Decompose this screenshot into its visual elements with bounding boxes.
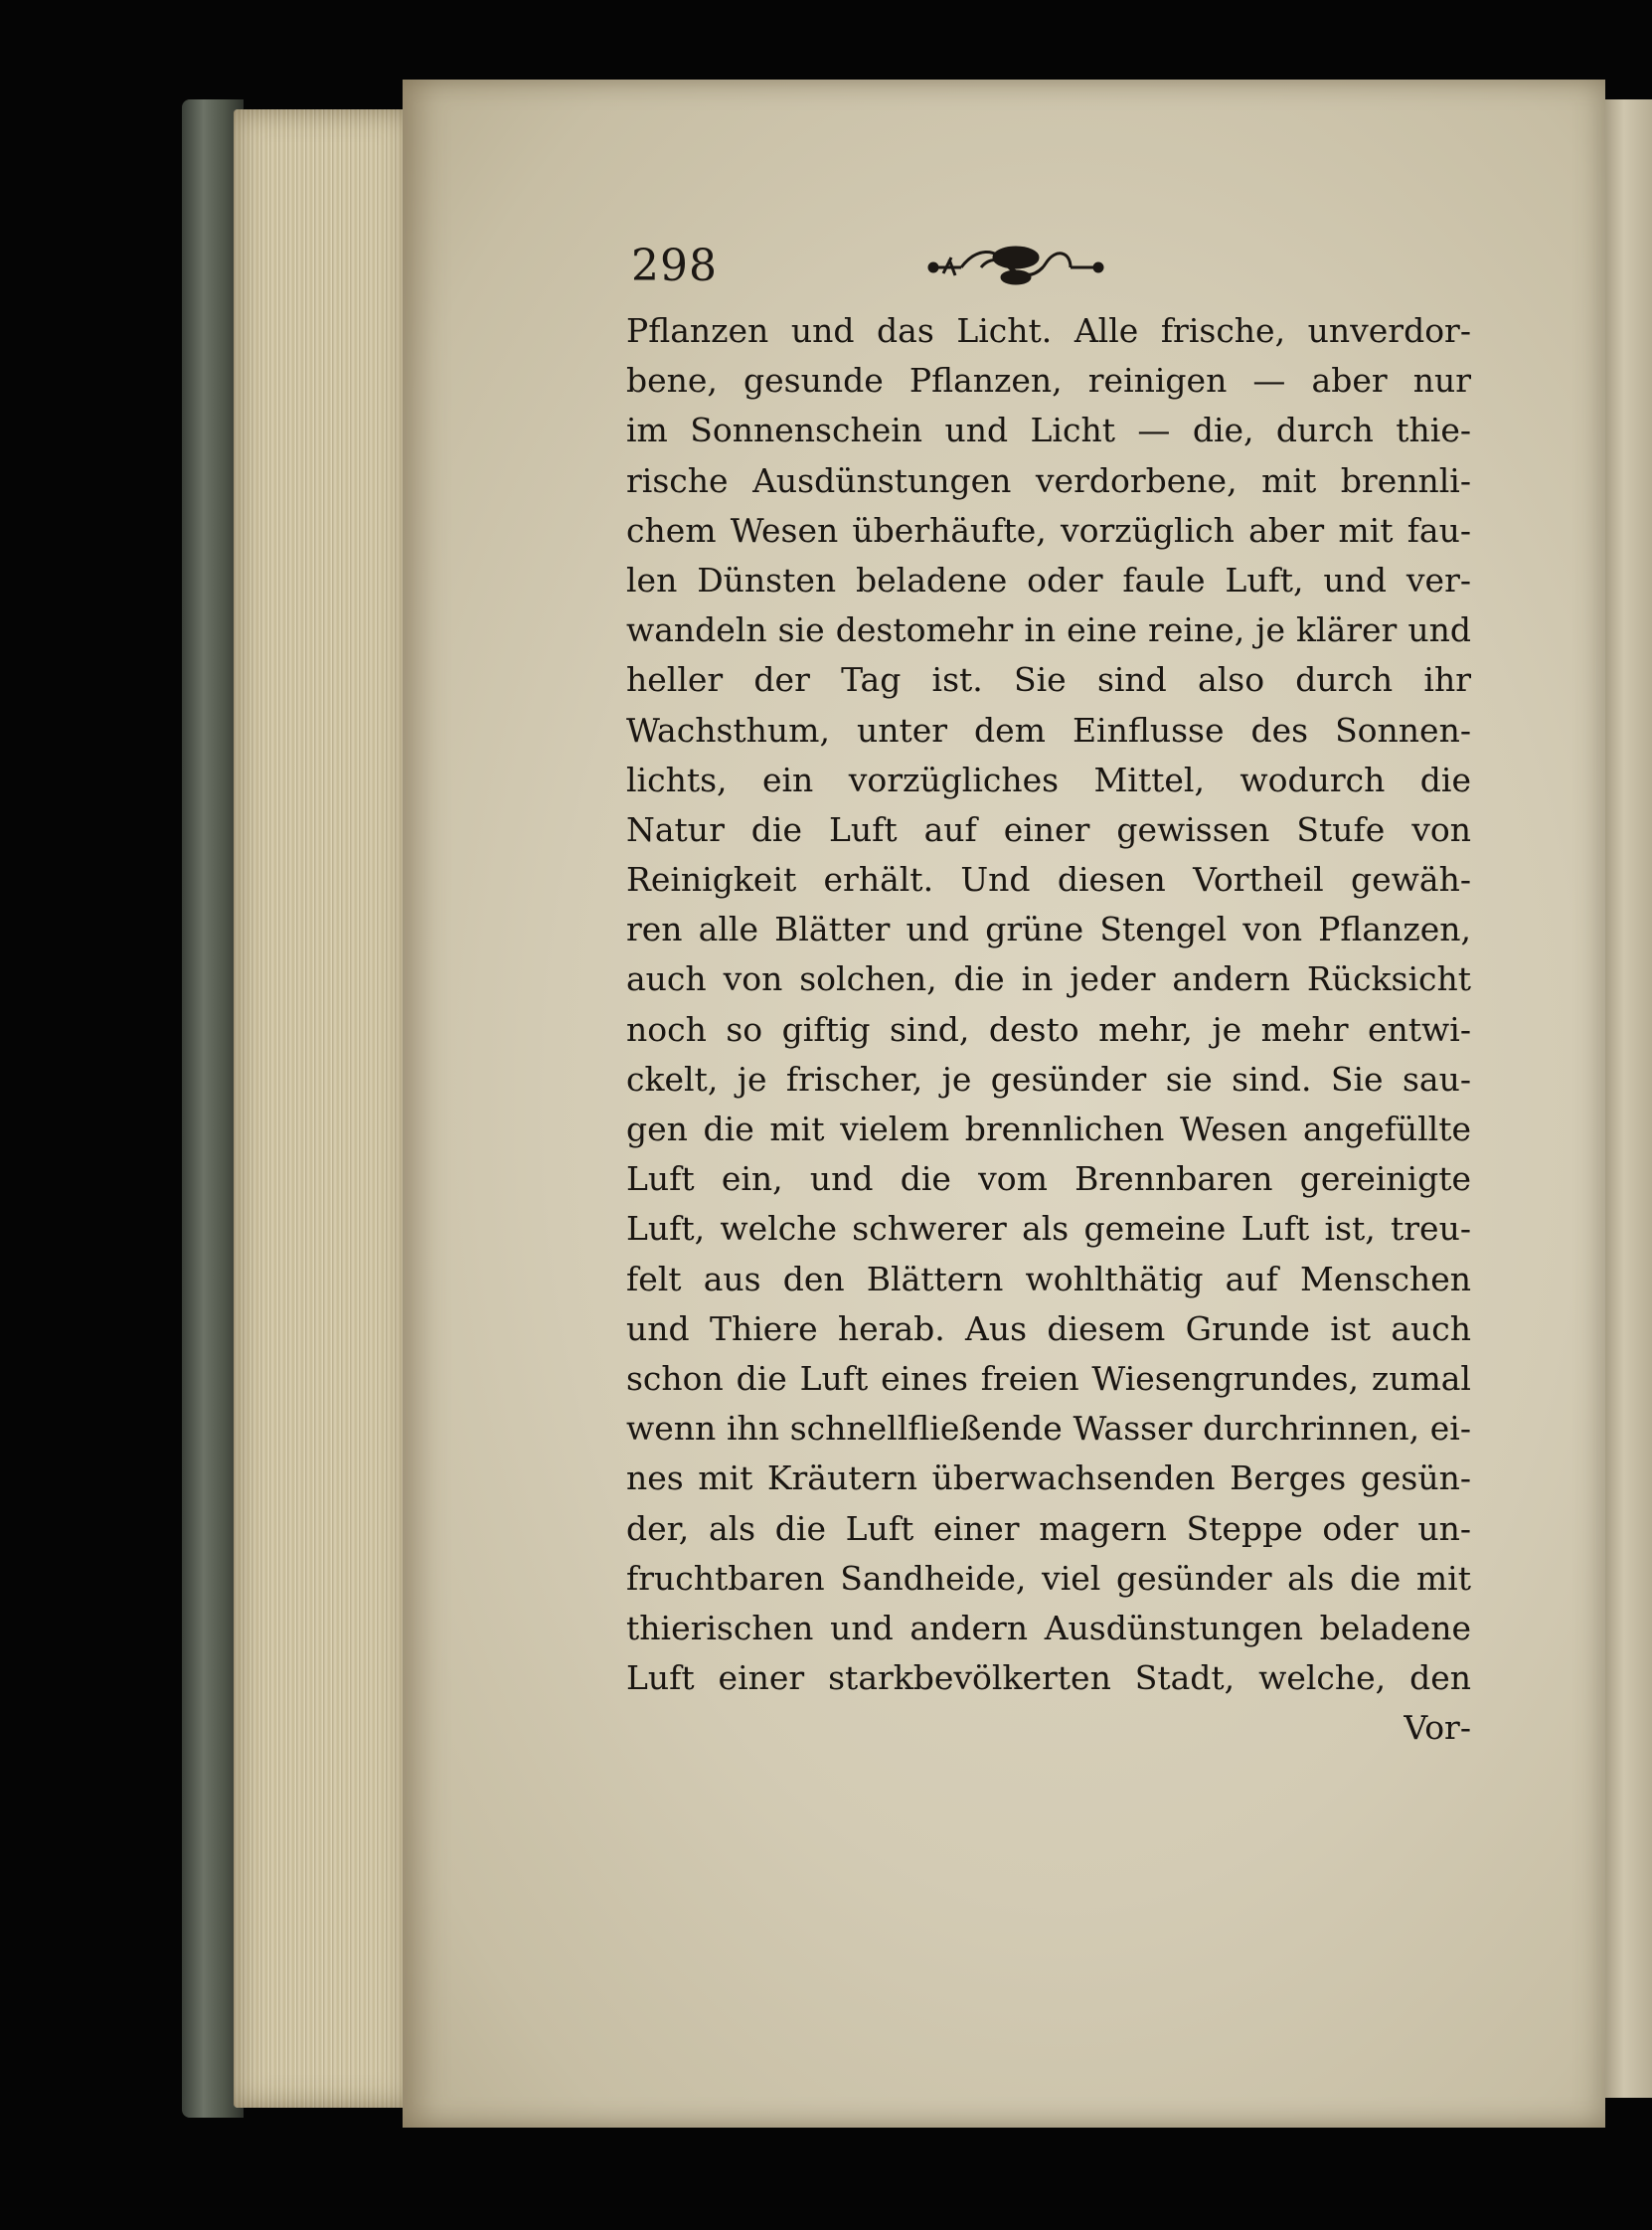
text-line: felt aus den Blättern wohlthätig auf Menschen bbox=[626, 1259, 1471, 1298]
text-line: auch von solchen, die in jeder andern Rücksicht bbox=[626, 959, 1471, 999]
book bbox=[182, 80, 1652, 2128]
text-line: nes mit Kräutern überwachsenden Berges gesün- bbox=[626, 1458, 1471, 1498]
text-line: chem Wesen überhäufte, vorzüglich aber mit fau- bbox=[626, 510, 1471, 550]
text-line: gen die mit vielem brennlichen Wesen angefüllte bbox=[626, 1110, 1471, 1148]
facing-page-edge bbox=[1605, 99, 1652, 2098]
text-line: heller der Tag ist. Sie sind also durch ihr bbox=[626, 660, 1471, 700]
text-line: Luft ein, und die vom Brennbaren gereinigte bbox=[626, 1159, 1471, 1199]
book-page bbox=[403, 80, 1605, 2128]
text-line: ren alle Blätter und grüne Stengel von Pflanzen, bbox=[626, 910, 1471, 949]
text-line: rische Ausdünstungen verdorbene, mit brennli- bbox=[626, 460, 1471, 500]
floral-ornament-icon bbox=[921, 234, 1110, 295]
text-line: Pflanzen und das Licht. Alle frische, unverdor- bbox=[626, 311, 1471, 350]
text-line: thierischen und andern Ausdünstungen beladene bbox=[626, 1608, 1471, 1647]
text-line: Reinigkeit erhält. Und diesen Vortheil gewäh- bbox=[626, 860, 1471, 900]
text-line: noch so giftig sind, desto mehr, je mehr entwi- bbox=[626, 1009, 1471, 1049]
text-line: lichts, ein vorzügliches Mittel, wodurch die bbox=[626, 760, 1471, 799]
text-line: Natur die Luft auf einer gewissen Stufe von bbox=[626, 809, 1471, 849]
text-line: ckelt, je frischer, je gesünder sie sind. Sie sau- bbox=[626, 1059, 1471, 1099]
text-line: len Dünsten beladene oder faule Luft, und ver- bbox=[626, 560, 1471, 600]
catchword: Vor- bbox=[1404, 1708, 1471, 1748]
text-line: wandeln sie destomehr in eine reine, je klärer und bbox=[626, 610, 1471, 650]
text-line: und Thiere herab. Aus diesem Grunde ist auch bbox=[626, 1308, 1471, 1348]
body-text bbox=[626, 306, 1471, 1753]
text-line: wenn ihn schnellfließende Wasser durchrinnen, ei- bbox=[626, 1409, 1471, 1449]
text-line: Luft, welche schwerer als gemeine Luft ist, treu- bbox=[626, 1209, 1471, 1249]
page-stack bbox=[234, 109, 413, 2108]
text-line: bene, gesunde Pflanzen, reinigen — aber nur bbox=[626, 361, 1471, 401]
text-line: im Sonnenschein und Licht — die, durch thie- bbox=[626, 411, 1471, 450]
text-line: schon die Luft eines freien Wiesengrundes, zumal bbox=[626, 1358, 1471, 1398]
page-number: 298 bbox=[631, 241, 718, 291]
text-line: fruchtbaren Sandheide, viel gesünder als die mit bbox=[626, 1558, 1471, 1598]
text-line: der, als die Luft einer magern Steppe oder un- bbox=[626, 1508, 1471, 1548]
text-line: Wachsthum, unter dem Einflusse des Sonnen- bbox=[626, 710, 1471, 750]
text-line: Luft einer starkbevölkerten Stadt, welche, den bbox=[626, 1658, 1471, 1698]
